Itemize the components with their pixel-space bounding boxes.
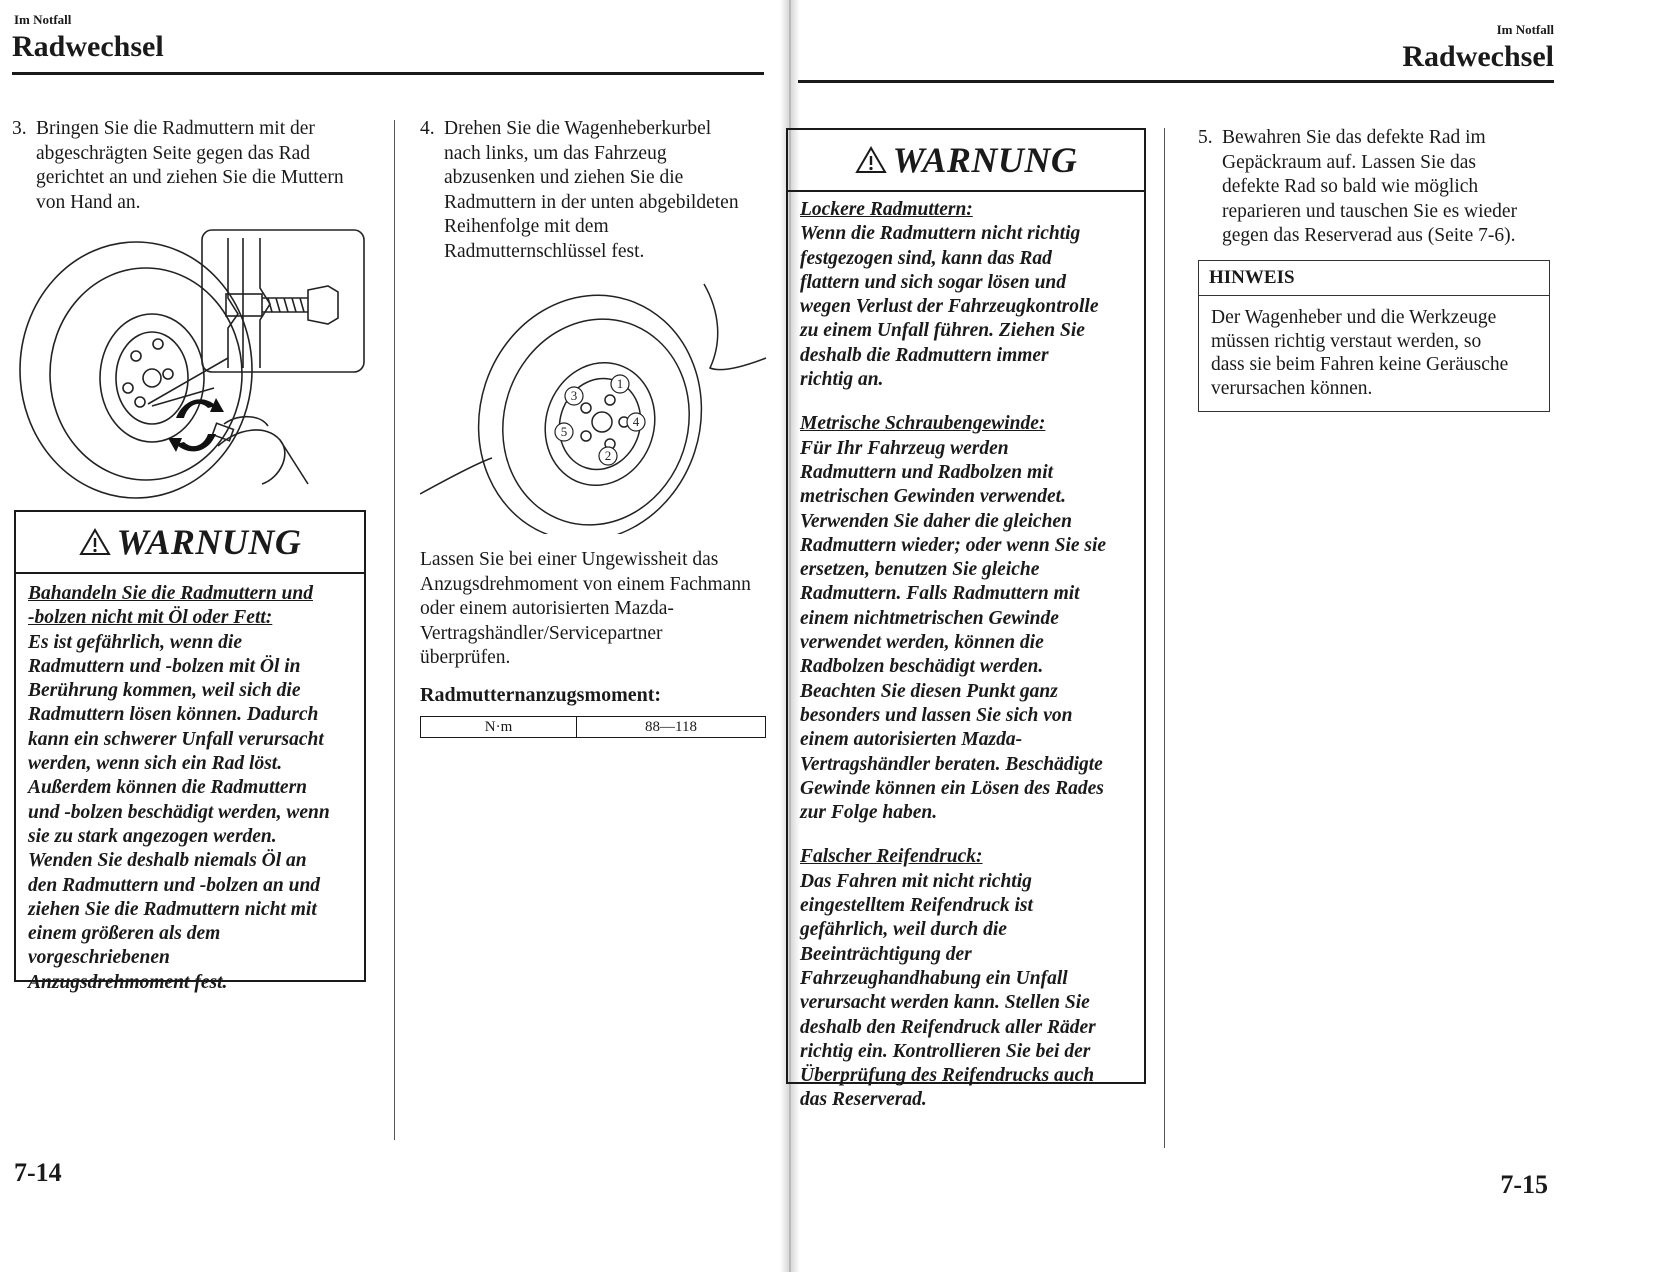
nut-order-illustration [420,272,770,534]
step-5 [1198,126,1558,246]
step-4-text: Drehen Sie die Wagenheberkurbel nach links, um das Fahrzeug abzusenken und ziehen Sie die Radmuttern in der unten abgebildeten Reihenfolge mit dem Radmutternschlüssel fest. [444,118,739,262]
hinweis-heading: HINWEIS [1199,261,1549,296]
nut-label-2 [599,447,617,465]
warning-text-tire-pressure: Das Fahren mit nicht richtig eingestelltem Reifendruck ist gefährlich, weil durch die Beeinträchtigung der Fahrzeughandhabung ein Unfall verursacht werden kann. Stellen Sie deshalb den Reifendruck aller Räder richtig ein. Kontrollieren Sie bei der Überprüfung des Reifendrucks auch das Reserverad. [800,870,1096,1111]
torque-heading: Radmutternanzugsmoment: [420,684,662,706]
warning-subheading-tire-pressure: Falscher Reifendruck: [800,846,983,868]
warning-text-loose-nuts: Wenn die Radmuttern nicht richtig festgezogen sind, kann das Rad flattern und sich sogar lösen und wegen Verlust der Fahrzeugkontrolle zu einem Unfall führen. Ziehen Sie deshalb die Radmuttern immer richtig an. [800,223,1099,391]
header-rule-right [798,80,1554,83]
warning-triangle-icon [855,146,887,174]
svg-text:3: 3 [570,388,578,403]
hand-tighten-nut-illustration [18,228,370,500]
nut-label-5 [555,423,573,441]
svg-text:2: 2 [604,448,612,463]
hinweis-box [1198,260,1550,412]
step-5-text: Bewahren Sie das defekte Rad im Gepäckraum auf. Lassen Sie das defekte Rad so bald wie möglich reparieren und tauschen Sie es wieder gegen das Reserverad aus (Seite 7-6). [1222,127,1518,246]
step-3 [12,117,382,213]
warning-subheading-loose-nuts: Lockere Radmuttern: [800,199,973,220]
header-rule-left [12,72,764,75]
warning-triangle-icon [79,528,111,556]
step-3-number: 3. [12,118,27,139]
column-divider-left [394,120,395,1140]
torque-unit-cell: N·m [421,717,577,738]
warning-text-metric-threads: Für Ihr Fahrzeug werden Radmuttern und Radbolzen mit metrischen Gewinden verwendet. Verwenden Sie daher die gleichen Radmuttern wieder; oder wenn Sie sie ersetzen, benutzen Sie gleiche Radmuttern. Falls Radmuttern mit einem nichtmetrischen Gewinde verwendet werden, können die Radbolzen beschädigt werden. Beachten Sie diesen Punkt ganz besonders und lassen Sie sich von einem autorisierten Mazda- Vertragshändler beraten. Beschädigte Gewinde können ein Lösen des Rades zur Folge haben. [800,437,1107,824]
svg-text:1: 1 [616,376,624,391]
warning-heading-left [16,512,364,574]
page-title-left: Radwechsel [12,30,164,63]
step-5-number: 5. [1198,127,1213,148]
nut-label-3 [565,387,583,405]
warning-heading-text-right: WARNUNG [892,140,1078,180]
warning-subheading-metric-threads: Metrische Schraubengewinde: [800,413,1046,435]
svg-text:5: 5 [560,424,568,439]
svg-text:4: 4 [632,414,640,429]
page-number-left: 7-14 [14,1158,62,1187]
warning-text-oil: Es ist gefährlich, wenn die Radmuttern und -bolzen mit Öl in Berührung kommen, weil sich die Radmuttern lösen können. Dadurch kann ein schwerer Unfall verursacht werden, wenn sich ein Rad löst. Außerdem können die Radmuttern und -bolzen beschädigt werden, wenn sie zu stark angezogen werden. Wenden Sie deshalb niemals Öl an den Radmuttern und -bolzen an und ziehen Sie die Radmuttern nicht mit einem größeren als dem vorgeschriebenen Anzugsdrehmoment fest. [28,631,330,993]
warning-heading-right [788,130,1144,192]
header-kicker-right: Im Notfall [1496,22,1554,37]
header-kicker-left: Im Notfall [14,12,72,27]
step-3-text: Bringen Sie die Radmuttern mit der abgeschrägten Seite gegen das Rad gerichtet an und ziehen Sie die Muttern von Hand an. [36,118,344,213]
nut-label-4 [627,413,645,431]
torque-note: Lassen Sie bei einer Ungewissheit das Anzugsdrehmoment von einem Fachmann oder einem autorisierten Mazda- Vertragshändler/Servicepartner überprüfen. [420,549,751,668]
warning-box-nuts [786,128,1146,1111]
nut-label-1 [611,375,629,393]
page-title-right: Radwechsel [1402,40,1554,73]
torque-table [420,716,766,738]
step-4-number: 4. [420,118,435,139]
hinweis-text: Der Wagenheber und die Werkzeuge müssen richtig verstaut werden, so dass sie beim Fahren keine Geräusche verursachen können. [1211,307,1509,399]
warning-box-oil [14,510,366,993]
page-number-right: 7-15 [1500,1170,1548,1199]
column-divider-right [1164,128,1165,1148]
warning-subheading-oil: Bahandeln Sie die Radmuttern und -bolzen nicht mit Öl oder Fett: [28,583,313,629]
torque-value-cell: 88—118 [577,717,766,738]
step-4 [420,117,770,262]
warning-heading-text-left: WARNUNG [116,522,302,562]
